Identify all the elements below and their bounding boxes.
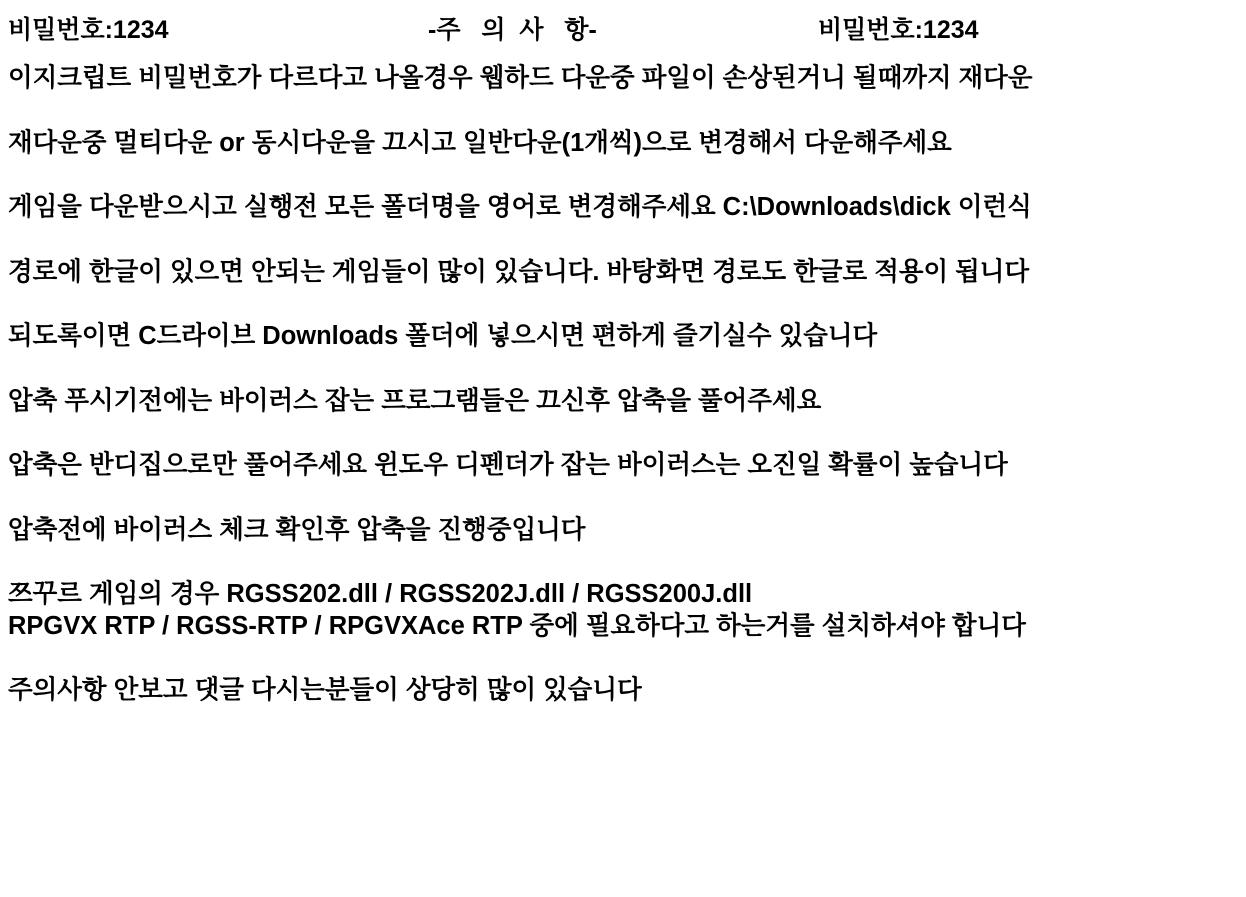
notice-line: 압축 푸시기전에는 바이러스 잡는 프로그램들은 끄신후 압축을 풀어주세요 — [8, 386, 822, 415]
notice-line: 재다운중 멀티다운 or 동시다운을 끄시고 일반다운(1개씩)으로 변경해서 다운해주세요 — [8, 128, 952, 157]
password-left-label: 비밀번호:1234 — [8, 16, 169, 44]
notice-line: 압축은 반디집으로만 풀어주세요 윈도우 디펜더가 잡는 바이러스는 오진일 확률이 높습니다 — [8, 451, 1008, 479]
notice-line: 주의사항 안보고 댓글 다시는분들이 상당히 많이 있습니다 — [8, 676, 642, 704]
notice-line: 압축전에 바이러스 체크 확인후 압축을 진행중입니다 — [8, 515, 586, 544]
document-header — [8, 10, 1238, 50]
password-right-label: 비밀번호:1234 — [818, 16, 979, 44]
notice-line: 게임을 다운받으시고 실행전 모든 폴더명을 영어로 변경해주세요 C:\Downloads\dick 이런식 — [8, 193, 1032, 221]
page-title: -주 의 사 항- — [428, 16, 597, 44]
notice-line: RPGVX RTP / RGSS-RTP / RPGVXAce RTP 중에 필요하다고 하는거를 설치하셔야 합니다 — [8, 611, 1026, 640]
notice-line: 되도록이면 C드라이브 Downloads 폴더에 넣으시면 편하게 즐기실수 있습니다 — [8, 322, 878, 350]
notice-line: 이지크립트 비밀번호가 다르다고 나올경우 웹하드 다운중 파일이 손상된거니 될때까지 재다운 — [8, 64, 1033, 92]
notice-body — [8, 66, 1238, 704]
notice-line: 쯔꾸르 게임의 경우 RGSS202.dll / RGSS202J.dll / RGSS200J.dll — [8, 580, 753, 608]
notice-line: 경로에 한글이 있으면 안되는 게임들이 많이 있습니다. 바탕화면 경로도 한글로 적용이 됩니다 — [8, 257, 1030, 286]
